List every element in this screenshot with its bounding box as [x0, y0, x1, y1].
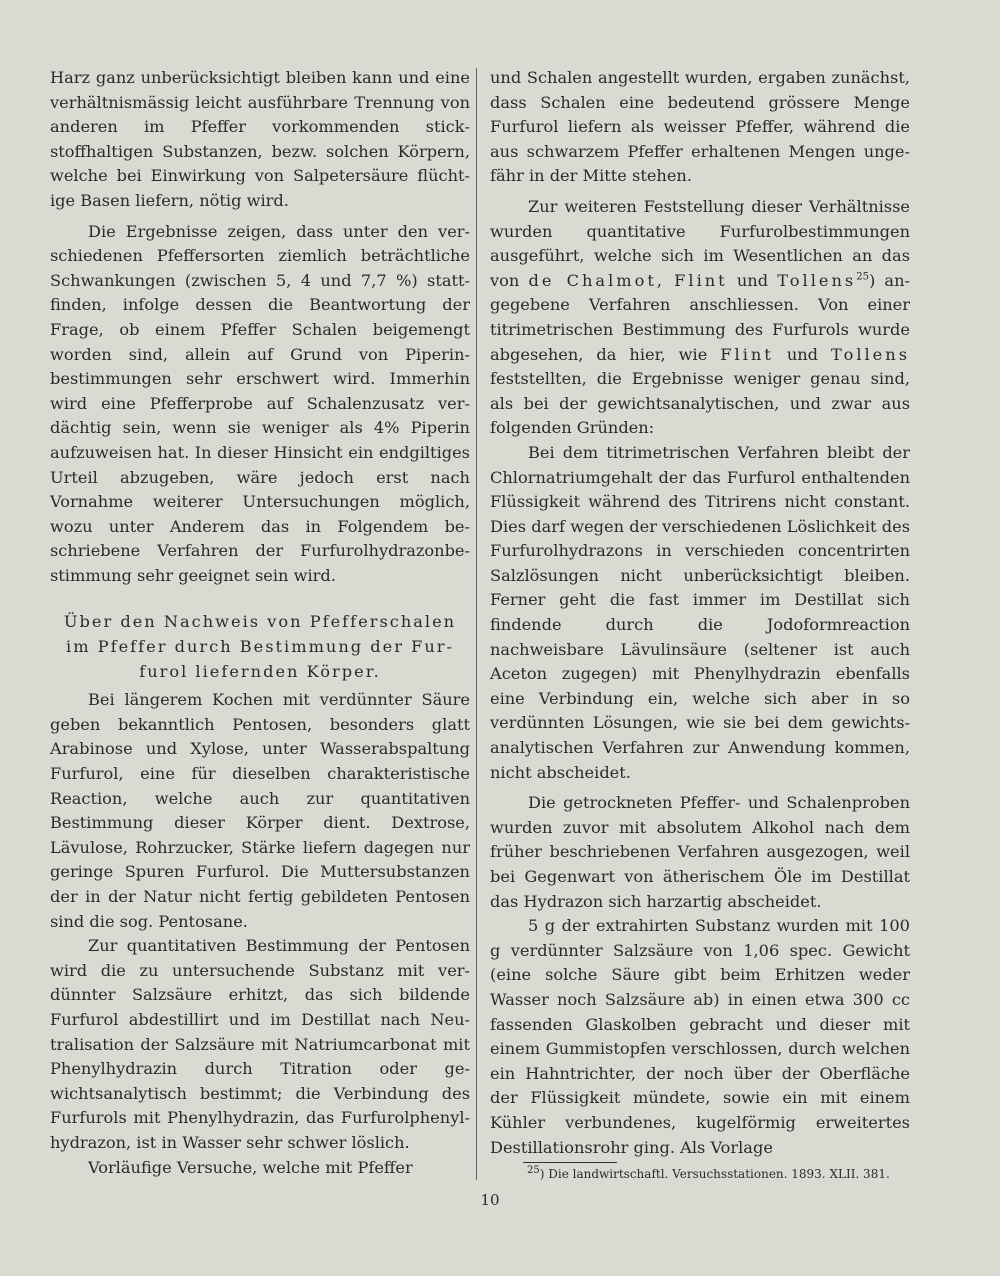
column-divider: [476, 68, 477, 1180]
author-name: Tollens: [831, 344, 910, 364]
author-name: Tollens: [777, 270, 857, 290]
footnote-ref: 25: [856, 271, 869, 283]
paragraph: Bei längerem Kochen mit verdünnter Säure geben bekanntlich Pentosen, besonders glatt Arabinose und Xylose, unter Wasserabspaltung Furfurol, eine für dieselben charakteristische Reaction, welche auch zur quantitativen Bestimmung dieser Körper dient. Dextrose, Lävulose, Rohrzucker, Stärke liefern dagegen nur geringe Spuren Furfurol. Die Muttersubstanzen der in der Natur nicht fertig gebildeten Pentosen sind die sog. Pentosane.: [50, 690, 470, 931]
text-run: feststellten, die Ergebnisse weniger genau sind, als bei der gewichtsanalytischen, und zwar aus folgenden Gründen:: [490, 369, 910, 438]
footnote-text: ) Die landwirtschaftl. Versuchsstationen. 1893. XLII. 381.: [539, 1167, 890, 1181]
page-number: 10: [480, 1191, 500, 1209]
right-column: [490, 66, 910, 1160]
paragraph: Bei dem titrimetrischen Verfahren bleibt der Chlornatriumgehalt der das Furfurol enthaltenden Flüssigkeit während des Titrirens nicht constant. Dies darf wegen der verschiedenen Löslichkeit des Furfurolhydrazons in verschieden concentrirten Salzlösungen nicht unberücksichtigt bleiben. Ferner geht die fast immer im Destillat sich findende durch die Jodoformreaction nachweisbare Lävulinsäure (seltener ist auch Aceton zugegen) mit Phenylhydrazin ebenfalls eine Verbindung ein, welche sich aber in so verdünnten Lösungen, wie sie bei dem gewichtsanalytischen Verfahren zur Anwendung kommen, nicht abscheidet.: [490, 442, 910, 782]
text-run: und: [786, 344, 819, 364]
author-name: de Chalmot,: [528, 270, 665, 290]
paragraph: Harz ganz unberücksichtigt bleiben kann und eine verhältnismässig leicht ausführbare Trennung von anderen im Pfeffer vorkommenden stickstoffhaltigen Substanzen, bezw. solchen Körpern, welche bei Einwirkung von Salpetersäure flüchtige Basen liefern, nötig wird.: [50, 68, 470, 210]
footnote: [527, 1166, 927, 1182]
paragraph: Vorläufige Versuche, welche mit Pfeffer: [88, 1157, 413, 1177]
author-name: Flint: [674, 270, 728, 290]
author-name: Flint: [720, 344, 774, 364]
text-run: Zur weiteren Feststellung dieser Verhältnisse wurden quantitative Furfurolbestimmungen ausgeführt, welche sich im Wesentlichen an das von: [490, 196, 910, 290]
paragraph: Die getrockneten Pfeffer- und Schalenproben wurden zuvor mit absolutem Alkohol nach dem früher beschriebenen Verfahren ausgezogen, weil bei Gegenwart von ätherischem Öle im Destillat das Hydrazon sich harzartig abscheidet.: [490, 793, 910, 911]
paragraph: Zur quantitativen Bestimmung der Pentosen wird die zu untersuchende Substanz mit verdünnter Salzsäure erhitzt, das sich bildende Furfurol abdestillirt und im Destillat nach Neutralisation der Salzsäure mit Natriumcarbonat mit Phenylhydrazin durch Titration oder gewichtsanalytisch bestimmt; die Verbindung des Furfurols mit Phenylhydrazin, das Furfurolphenylhydrazon, ist in Wasser sehr schwer löslich.: [50, 936, 470, 1152]
heading-line: Über den Nachweis von Pfefferschalen: [63, 612, 457, 632]
left-column: [50, 66, 470, 1180]
heading-line: im Pfeffer durch Bestimmung der Fur-: [66, 637, 454, 657]
paragraph: Die Ergebnisse zeigen, dass unter den verschiedenen Pfeffersorten ziemlich beträchtliche Schwankungen (zwischen 5, 4 und 7,7 %) stattfinden, infolge dessen die Beantwortung der Frage, ob einem Pfeffer Schalen beigemengt worden sind, allein auf Grund von Piperinbestimmungen sehr erschwert wird. Immerhin wird eine Pfefferprobe auf Schalenzusatz verdächtig sein, wenn sie weniger als 4% Piperin aufzuweisen hat. In dieser Hinsicht ein endgiltiges Urteil abzugeben, wäre jedoch erst nach Vornahme weiterer Untersuchungen möglich, wozu unter Anderem das in Folgendem beschriebene Verfahren der Furfurolhydrazonbestimmung sehr geeignet sein wird.: [50, 221, 470, 585]
paragraph: 5 g der extrahirten Substanz wurden mit 100 g verdünnter Salzsäure von 1,06 spec. Gewicht (eine solche Säure gibt beim Erhitzen weder Wasser noch Salzsäure ab) in einen etwa 300 cc fassenden Glaskolben gebracht und dieser mit einem Gummistopfen verschlossen, durch welchen ein Hahntrichter, der noch über der Oberfläche der Flüssigkeit mündete, sowie ein mit einem Kühler verbundenes, kugelförmig erweitertes Destillationsrohr ging. Als Vorlage: [490, 916, 910, 1157]
heading-line: furol liefernden Körper.: [139, 661, 381, 681]
text-run: ) angegebene Verfahren anschliessen. Von einer titrimetrischen Bestimmung des Furfurols wurde abgesehen, da hier, wie: [490, 270, 910, 364]
section-heading: [50, 610, 470, 684]
footnote-rule: [523, 1162, 617, 1163]
paragraph: und Schalen angestellt wurden, ergaben zunächst, dass Schalen eine bedeutend grössere Menge Furfurol liefern als weisser Pfeffer, während die aus schwarzem Pfeffer erhaltenen Mengen ungefähr in der Mitte stehen.: [490, 68, 910, 186]
footnote-marker: 25: [527, 1165, 540, 1176]
paragraph: [490, 195, 910, 441]
text-run: und: [736, 270, 769, 290]
